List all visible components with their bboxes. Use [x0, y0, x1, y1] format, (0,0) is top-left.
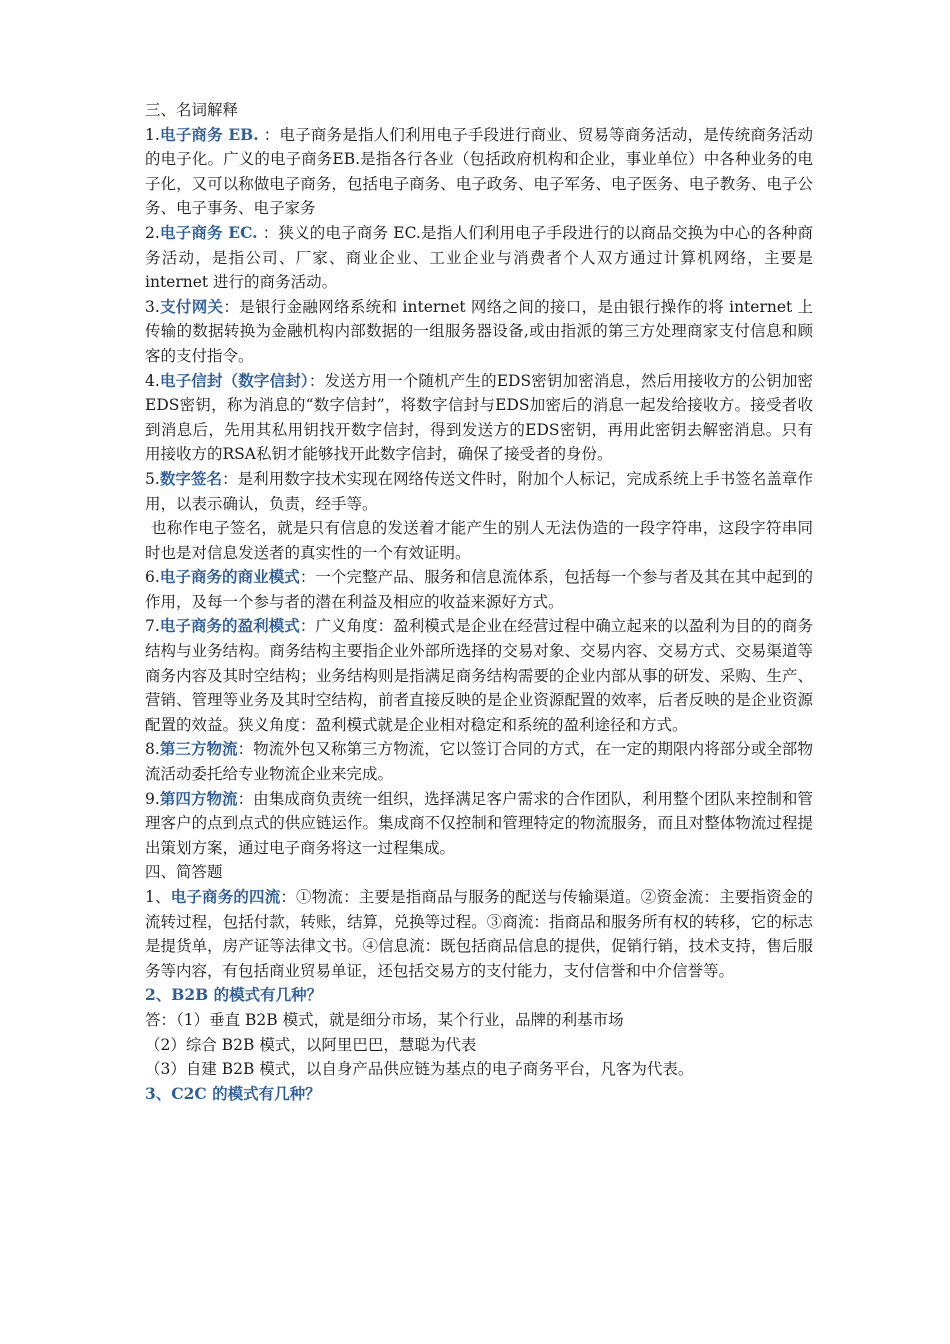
question-2-answer-2: （2）综合 B2B 模式，以阿里巴巴，慧聪为代表	[145, 1035, 477, 1054]
question-1	[145, 885, 813, 983]
term-number: 1.	[145, 125, 160, 144]
term-item-1	[145, 123, 813, 221]
term-label: 电子商务的商业模式	[159, 567, 300, 587]
term-number: 3.	[145, 297, 160, 316]
term-number: 9.	[145, 789, 160, 808]
term-definition: ：由集成商负责统一组织，选择满足客户需求的合作团队，利用整个团队来控制和管理客户的点到点式的供应链运作。集成商不仅控制和管理特定的物流服务，而且对整体物流过程提出策划方案，通过电子商务将这一过程集成。	[145, 789, 813, 857]
question-term: 电子商务的四流	[170, 887, 281, 906]
term-item-3	[145, 295, 813, 369]
question-2-title: 2、B2B 的模式有几种？	[145, 985, 323, 1005]
term-number: 6.	[145, 568, 160, 587]
term-definition: ：物流外包又称第三方物流，它以签订合同的方式，在一定的期限内将部分或全部物流活动委托给专业物流企业来完成。	[145, 740, 813, 784]
term-item-6	[145, 565, 813, 614]
term-definition: ：是银行金融网络系统和 internet 网络之间的接口，是由银行操作的将 internet 上传输的数据转换为金融机构内部数据的一组服务器设备,或由指派的第三方处理商家支付信息和顾客的支付指令。	[145, 297, 813, 365]
term-label: 电子商务 EB.	[159, 124, 259, 144]
question-2-answer-1: 答：（1）垂直 B2B 模式，就是细分市场，某个行业，品牌的利基市场	[145, 1010, 624, 1029]
document-body	[145, 98, 813, 1106]
question-3-title: 3、C2C 的模式有几种？	[145, 1083, 321, 1103]
term-label: 第三方物流	[159, 739, 238, 759]
term-item-8	[145, 737, 813, 786]
term-number: 8.	[145, 740, 160, 759]
term-definition: ：广义角度：盈利模式是企业在经营过程中确立起来的以盈利为目的的商务结构与业务结构。商务结构主要指企业外部所选择的交易对象、交易内容、交易方式、交易渠道等商务内容及其时空结构；业务结构则是指满足商务结构需要的企业内部从事的研发、采购、生产、营销、管理等业务及其时空结构，前者直接反映的是企业资源配置的效率，后者反映的是企业资源配置的效益。狭义角度：盈利模式就是企业相对稳定和系统的盈利途径和方式。	[145, 617, 813, 734]
term-label: 数字签名	[159, 468, 223, 488]
term-item-9	[145, 787, 813, 861]
term-definition: ：一个完整产品、服务和信息流体系，包括每一个参与者及其在其中起到的作用，及每一个参与者的潜在利益及相应的收益来源好方式。	[145, 568, 813, 611]
term-item-4	[145, 369, 813, 467]
term-label: 电子商务的盈利模式	[159, 616, 300, 636]
section-3-title: 三、名词解释	[145, 101, 239, 119]
question-2-answer-3: （3）自建 B2B 模式，以自身产品供应链为基点的电子商务平台，凡客为代表。	[145, 1060, 694, 1079]
term-number: 4.	[145, 371, 160, 390]
term-label: 电子信封（数字信封）	[159, 370, 309, 390]
term-definition: ：狭义的电子商务 EC.是指人们利用电子手段进行的以商品交换为中心的各种商务活动，是指公司、厂家、商业企业、工业企业与消费者个人双方通过计算机网络，主要是 internet 进行的商务活动。	[145, 223, 814, 292]
question-number: 1、	[145, 888, 171, 906]
term-number: 2.	[145, 223, 160, 242]
term-item-7	[145, 614, 813, 737]
term-definition: ：发送方用一个随机产生的EDS密钥加密消息，然后用接收方的公钥加密EDS密钥，称为消息的“数字信封”，将数字信封与EDS加密后的消息一起发给接收方。接受者收到消息后，先用其私用钥找开数字信封，得到发送方的EDS密钥，再用此密钥去解密消息。只有用接收方的RSA私钥才能够找开此数字信封，确保了接受者的身份。	[145, 371, 813, 464]
term-item-5-extra: 也称作电子签名，就是只有信息的发送着才能产生的别人无法伪造的一段字符串，这段字符串同时也是对信息发送者的真实性的一个有效证明。	[145, 519, 813, 562]
term-number: 7.	[145, 617, 160, 636]
term-definition: ：是利用数字技术实现在网络传送文件时，附加个人标记，完成系统上手书签名盖章作用，以表示确认，负责，经手等。	[145, 469, 813, 513]
term-label: 电子商务 EC.	[159, 222, 258, 242]
term-label: 第四方物流	[159, 788, 238, 808]
term-label: 支付网关	[159, 296, 224, 316]
term-item-2	[145, 221, 813, 295]
term-item-5	[145, 467, 813, 516]
term-definition: ：电子商务是指人们利用电子手段进行商业、贸易等商务活动，是传统商务活动的电子化。广义的电子商务EB.是指各行各业（包括政府机构和企业，事业单位）中各种业务的电子化，又可以称做电子商务，包括电子商务、电子政务、电子军务、电子医务、电子教务、电子公务、电子事务、电子家务	[145, 125, 813, 218]
question-answer: ：①物流：主要是指商品与服务的配送与传输渠道。②资金流：主要指资金的流转过程，包括付款，转账，结算，兑换等过程。③商流：指商品和服务所有权的转移，它的标志是提货单，房产证等法律文书。④信息流：既包括商品信息的提供，促销行销，技术支持，售后服务等内容，有包括商业贸易单证，还包括交易方的支付能力，支付信誉和中介信誉等。	[145, 888, 813, 980]
term-number: 5.	[145, 469, 160, 488]
section-4-title: 四、简答题	[145, 863, 223, 882]
